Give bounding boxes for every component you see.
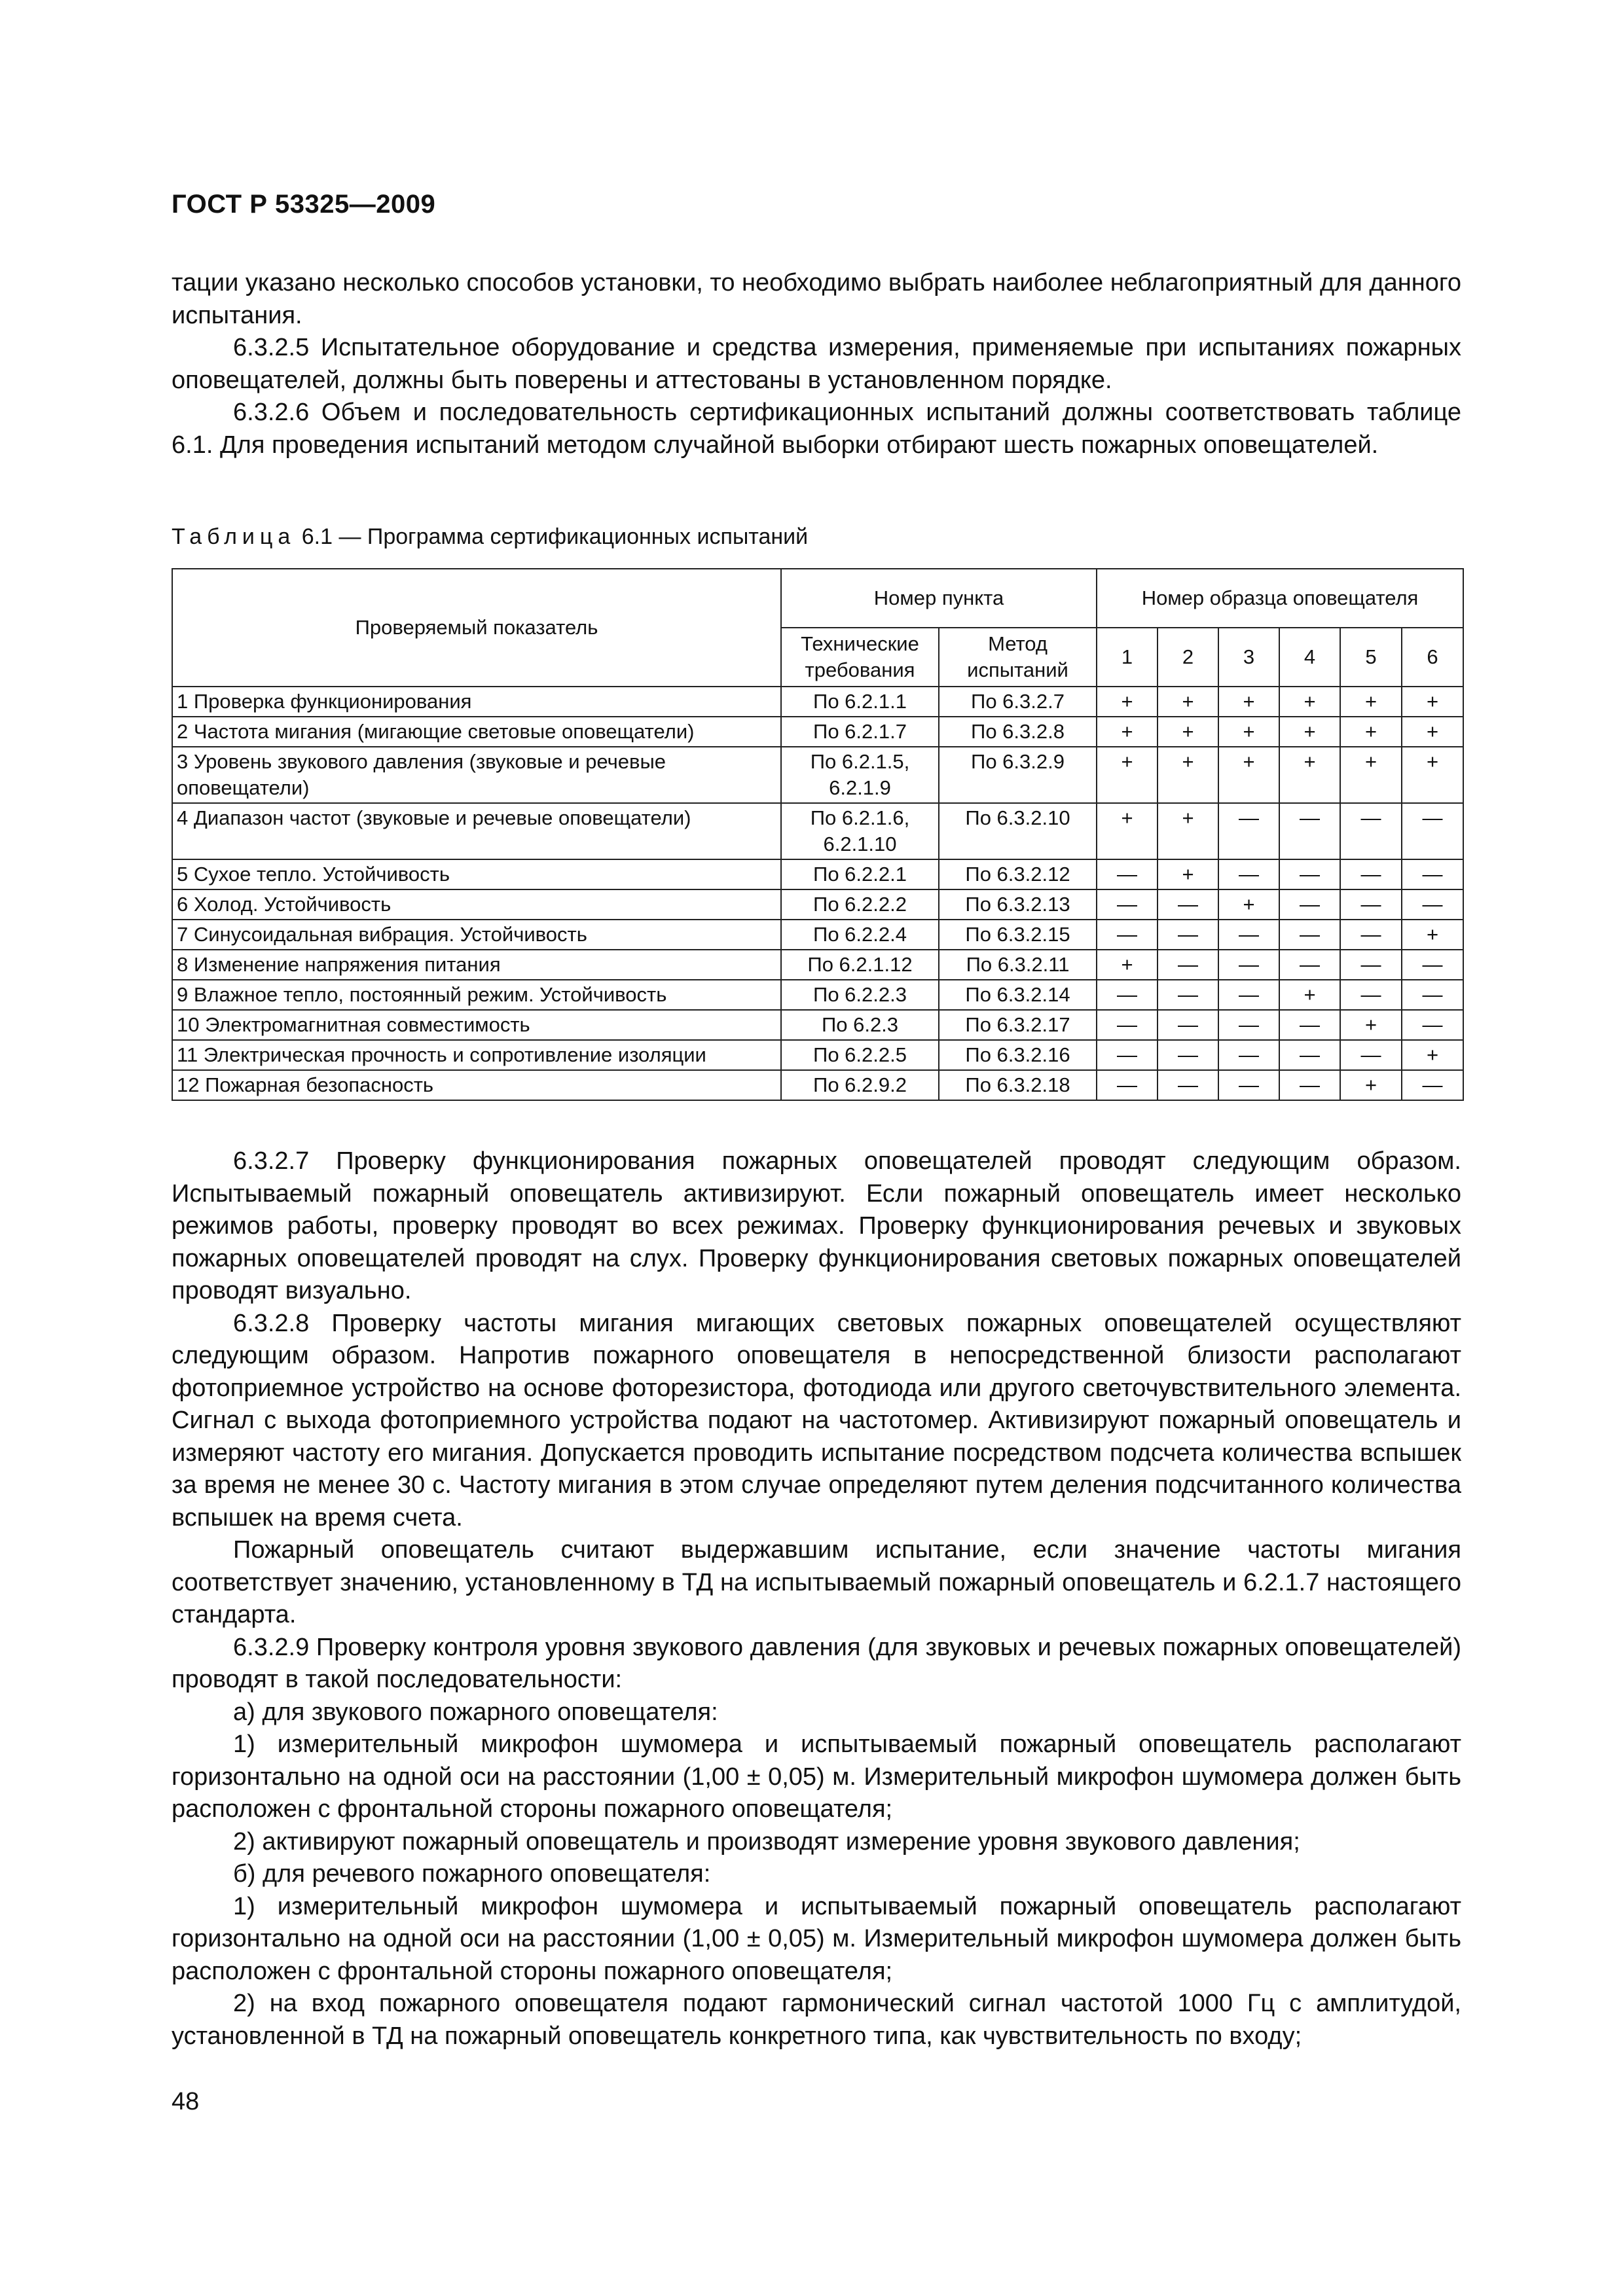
row-tech-requirements: По 6.2.1.7 — [781, 717, 939, 747]
row-indicator: 10 Электромагнитная совместимость — [172, 1010, 781, 1040]
paragraph-6-3-2-6: 6.3.2.6 Объем и последовательность сертификационных испытаний должны соответствовать таблице 6.1. Для проведения испытаний методом случайной выборки отбирают шесть пожарных оповещателей. — [172, 399, 1461, 459]
row-sample-4-mark: — — [1279, 920, 1340, 950]
header-test-method: Метод испытаний — [939, 628, 1097, 687]
table-row — [172, 980, 1463, 1010]
paragraph-6-3-2-9: 6.3.2.9 Проверку контроля уровня звукового давления (для звуковых и речевых пожарных оповещателей) проводят в такой последовательности: — [172, 1633, 1461, 1693]
row-sample-5-mark: — — [1340, 920, 1402, 950]
page-number: 48 — [172, 2088, 200, 2115]
row-test-method: По 6.3.2.15 — [939, 920, 1097, 950]
row-sample-1-mark: — — [1097, 1070, 1158, 1100]
intro-section — [172, 267, 1461, 461]
row-sample-2-mark: + — [1158, 747, 1218, 803]
row-sample-5-mark: — — [1340, 803, 1402, 859]
row-indicator: 7 Синусоидальная вибрация. Устойчивость — [172, 920, 781, 950]
row-sample-4-mark: — — [1279, 1040, 1340, 1070]
row-sample-2-mark: — — [1158, 889, 1218, 920]
row-sample-3-mark: — — [1218, 920, 1279, 950]
row-tech-requirements: По 6.2.2.5 — [781, 1040, 939, 1070]
row-sample-2-mark: + — [1158, 859, 1218, 889]
row-test-method: По 6.3.2.8 — [939, 717, 1097, 747]
row-indicator: 5 Сухое тепло. Устойчивость — [172, 859, 781, 889]
row-sample-4-mark: — — [1279, 889, 1340, 920]
row-sample-4-mark: + — [1279, 717, 1340, 747]
paragraph-6-3-2-8: 6.3.2.8 Проверку частоты мигания мигающих световых пожарных оповещателей осуществляют следующим образом. Напротив пожарного оповещателя в непосредственной близости располагают фотоприемное устройство на основе фоторезистора, фотодиода или другого светочувствительного элемента. Сигнал с выхода фотоприемного устройства подают на частотомер. Активизируют пожарный оповещатель и измеряют частоту его мигания. Допускается проводить испытание посредством подсчета количества вспышек за время не менее 30 с. Частоту мигания в этом случае определяют путем деления подсчитанного количества вспышек на время счета. — [172, 1309, 1461, 1532]
header-sample-5: 5 — [1340, 628, 1402, 687]
table-row — [172, 687, 1463, 717]
row-sample-6-mark: + — [1402, 747, 1463, 803]
row-sample-1-mark: — — [1097, 889, 1158, 920]
row-sample-6-mark: + — [1402, 717, 1463, 747]
row-sample-1-mark: + — [1097, 950, 1158, 980]
row-sample-6-mark: — — [1402, 950, 1463, 980]
row-sample-5-mark: + — [1340, 687, 1402, 717]
row-test-method: По 6.3.2.11 — [939, 950, 1097, 980]
list-item-a-1: 1) измерительный микрофон шумомера и испытываемый пожарный оповещатель располагают горизонтально на одной оси на расстоянии (1,00 ± 0,05) м. Измерительный микрофон шумомера должен быть расположен с фронтальной стороны пожарного оповещателя; — [172, 1731, 1461, 1823]
row-sample-6-mark: — — [1402, 803, 1463, 859]
table-row — [172, 803, 1463, 859]
row-test-method: По 6.3.2.13 — [939, 889, 1097, 920]
paragraph-6-3-2-5: 6.3.2.5 Испытательное оборудование и средства измерения, применяемые при испытаниях пожарных оповещателей, должны быть поверены и аттестованы в установленном порядке. — [172, 334, 1461, 394]
row-sample-5-mark: — — [1340, 859, 1402, 889]
row-indicator: 2 Частота мигания (мигающие световые оповещатели) — [172, 717, 781, 747]
row-sample-5-mark: + — [1340, 747, 1402, 803]
row-sample-3-mark: — — [1218, 980, 1279, 1010]
row-sample-1-mark: — — [1097, 1010, 1158, 1040]
row-sample-2-mark: + — [1158, 717, 1218, 747]
row-sample-3-mark: — — [1218, 803, 1279, 859]
row-test-method: По 6.3.2.18 — [939, 1070, 1097, 1100]
body-section — [172, 1145, 1461, 2053]
row-sample-1-mark: — — [1097, 859, 1158, 889]
row-sample-5-mark: — — [1340, 889, 1402, 920]
header-sample-4: 4 — [1279, 628, 1340, 687]
row-sample-6-mark: + — [1402, 1040, 1463, 1070]
table-row — [172, 859, 1463, 889]
row-indicator: 6 Холод. Устойчивость — [172, 889, 781, 920]
header-sample-1: 1 — [1097, 628, 1158, 687]
paragraph-flash-result: Пожарный оповещатель считают выдержавшим испытание, если значение частоты мигания соответствует значению, установленному в ТД на испытываемый пожарный оповещатель и 6.2.1.7 настоящего стандарта. — [172, 1536, 1461, 1628]
row-sample-1-mark: + — [1097, 717, 1158, 747]
header-indicator: Проверяемый показатель — [172, 569, 781, 687]
table-row — [172, 950, 1463, 980]
row-indicator: 8 Изменение напряжения питания — [172, 950, 781, 980]
list-item-b: б) для речевого пожарного оповещателя: — [233, 1860, 711, 1888]
header-sample-3: 3 — [1218, 628, 1279, 687]
row-sample-4-mark: — — [1279, 803, 1340, 859]
row-tech-requirements: По 6.2.2.1 — [781, 859, 939, 889]
row-test-method: По 6.3.2.10 — [939, 803, 1097, 859]
row-tech-requirements: По 6.2.2.4 — [781, 920, 939, 950]
header-clause-number: Номер пункта — [781, 569, 1097, 628]
row-sample-3-mark: + — [1218, 687, 1279, 717]
list-item-b-1: 1) измерительный микрофон шумомера и испытываемый пожарный оповещатель располагают горизонтально на одной оси на расстоянии (1,00 ± 0,05) м. Измерительный микрофон шумомера должен быть расположен с фронтальной стороны пожарного оповещателя; — [172, 1892, 1461, 1985]
row-tech-requirements: По 6.2.3 — [781, 1010, 939, 1040]
row-tech-requirements: По 6.2.1.12 — [781, 950, 939, 980]
row-sample-4-mark: — — [1279, 950, 1340, 980]
row-sample-6-mark: + — [1402, 920, 1463, 950]
list-item-a: а) для звукового пожарного оповещателя: — [233, 1698, 718, 1726]
row-sample-2-mark: — — [1158, 920, 1218, 950]
row-sample-2-mark: + — [1158, 803, 1218, 859]
row-tech-requirements: По 6.2.2.3 — [781, 980, 939, 1010]
table-row — [172, 1010, 1463, 1040]
header-sample-6: 6 — [1402, 628, 1463, 687]
row-sample-3-mark: — — [1218, 859, 1279, 889]
row-sample-6-mark: — — [1402, 1010, 1463, 1040]
row-sample-5-mark: — — [1340, 980, 1402, 1010]
row-sample-4-mark: + — [1279, 747, 1340, 803]
row-test-method: По 6.3.2.14 — [939, 980, 1097, 1010]
row-sample-3-mark: + — [1218, 747, 1279, 803]
row-sample-3-mark: — — [1218, 950, 1279, 980]
row-sample-2-mark: — — [1158, 1040, 1218, 1070]
row-test-method: По 6.3.2.7 — [939, 687, 1097, 717]
row-test-method: По 6.3.2.9 — [939, 747, 1097, 803]
row-sample-6-mark: + — [1402, 687, 1463, 717]
row-sample-6-mark: — — [1402, 1070, 1463, 1100]
row-sample-3-mark: + — [1218, 889, 1279, 920]
row-sample-2-mark: + — [1158, 687, 1218, 717]
table-row — [172, 889, 1463, 920]
paragraph-continuation: тации указано несколько способов установки, то необходимо выбрать наиболее неблагоприятный для данного испытания. — [172, 269, 1461, 329]
row-sample-2-mark: — — [1158, 980, 1218, 1010]
row-sample-6-mark: — — [1402, 889, 1463, 920]
row-sample-1-mark: + — [1097, 803, 1158, 859]
row-indicator: 1 Проверка функционирования — [172, 687, 781, 717]
row-indicator: 11 Электрическая прочность и сопротивление изоляции — [172, 1040, 781, 1070]
row-sample-2-mark: — — [1158, 950, 1218, 980]
paragraph-6-3-2-7: 6.3.2.7 Проверку функционирования пожарных оповещателей проводят следующим образом. Испытываемый пожарный оповещатель активизируют. Если пожарный оповещатель имеет несколько режимов работы, проверку проводят во всех режимах. Проверку функционирования речевых и звуковых пожарных оповещателей проводят на слух. Проверку функционирования световых пожарных оповещателей проводят визуально. — [172, 1147, 1461, 1304]
row-sample-4-mark: + — [1279, 980, 1340, 1010]
table-row — [172, 717, 1463, 747]
table-body — [172, 687, 1463, 1100]
row-sample-5-mark: + — [1340, 1070, 1402, 1100]
row-tech-requirements: По 6.2.1.6, 6.2.1.10 — [781, 803, 939, 859]
row-sample-1-mark: + — [1097, 687, 1158, 717]
row-indicator: 3 Уровень звукового давления (звуковые и речевые оповещатели) — [172, 747, 781, 803]
row-sample-2-mark: — — [1158, 1070, 1218, 1100]
row-indicator: 9 Влажное тепло, постоянный режим. Устойчивость — [172, 980, 781, 1010]
row-sample-2-mark: — — [1158, 1010, 1218, 1040]
row-sample-1-mark: + — [1097, 747, 1158, 803]
row-sample-5-mark: — — [1340, 1040, 1402, 1070]
table-row — [172, 747, 1463, 803]
row-test-method: По 6.3.2.12 — [939, 859, 1097, 889]
header-sample-number: Номер образца оповещателя — [1097, 569, 1463, 628]
row-sample-5-mark: + — [1340, 717, 1402, 747]
row-test-method: По 6.3.2.17 — [939, 1010, 1097, 1040]
row-indicator: 12 Пожарная безопасность — [172, 1070, 781, 1100]
certification-test-table — [172, 568, 1464, 1101]
row-sample-1-mark: — — [1097, 920, 1158, 950]
row-sample-1-mark: — — [1097, 980, 1158, 1010]
row-sample-4-mark: — — [1279, 859, 1340, 889]
table-caption — [172, 524, 808, 550]
row-tech-requirements: По 6.2.9.2 — [781, 1070, 939, 1100]
row-tech-requirements: По 6.2.2.2 — [781, 889, 939, 920]
row-sample-5-mark: — — [1340, 950, 1402, 980]
row-sample-3-mark: + — [1218, 717, 1279, 747]
list-item-b-2: 2) на вход пожарного оповещателя подают гармонический сигнал частотой 1000 Гц с амплитудой, установленной в ТД на пожарный оповещатель конкретного типа, как чувствительность по входу; — [172, 1990, 1461, 2050]
row-sample-4-mark: — — [1279, 1010, 1340, 1040]
row-sample-3-mark: — — [1218, 1040, 1279, 1070]
table-caption-text: 6.1 — Программа сертификационных испытаний — [301, 524, 809, 549]
row-sample-5-mark: + — [1340, 1010, 1402, 1040]
list-item-a-2: 2) активируют пожарный оповещатель и производят измерение уровня звукового давления; — [233, 1827, 1300, 1856]
table-row — [172, 1040, 1463, 1070]
row-sample-4-mark: — — [1279, 1070, 1340, 1100]
row-indicator: 4 Диапазон частот (звуковые и речевые оповещатели) — [172, 803, 781, 859]
row-sample-3-mark: — — [1218, 1070, 1279, 1100]
table-caption-label: Таблица — [172, 524, 296, 549]
header-tech-requirements: Технические требования — [781, 628, 939, 687]
row-sample-4-mark: + — [1279, 687, 1340, 717]
table-row — [172, 1070, 1463, 1100]
row-tech-requirements: По 6.2.1.1 — [781, 687, 939, 717]
row-sample-6-mark: — — [1402, 859, 1463, 889]
row-tech-requirements: По 6.2.1.5, 6.2.1.9 — [781, 747, 939, 803]
table-row — [172, 920, 1463, 950]
document-code: ГОСТ Р 53325—2009 — [172, 190, 436, 219]
row-test-method: По 6.3.2.16 — [939, 1040, 1097, 1070]
row-sample-1-mark: — — [1097, 1040, 1158, 1070]
header-sample-2: 2 — [1158, 628, 1218, 687]
row-sample-3-mark: — — [1218, 1010, 1279, 1040]
row-sample-6-mark: — — [1402, 980, 1463, 1010]
